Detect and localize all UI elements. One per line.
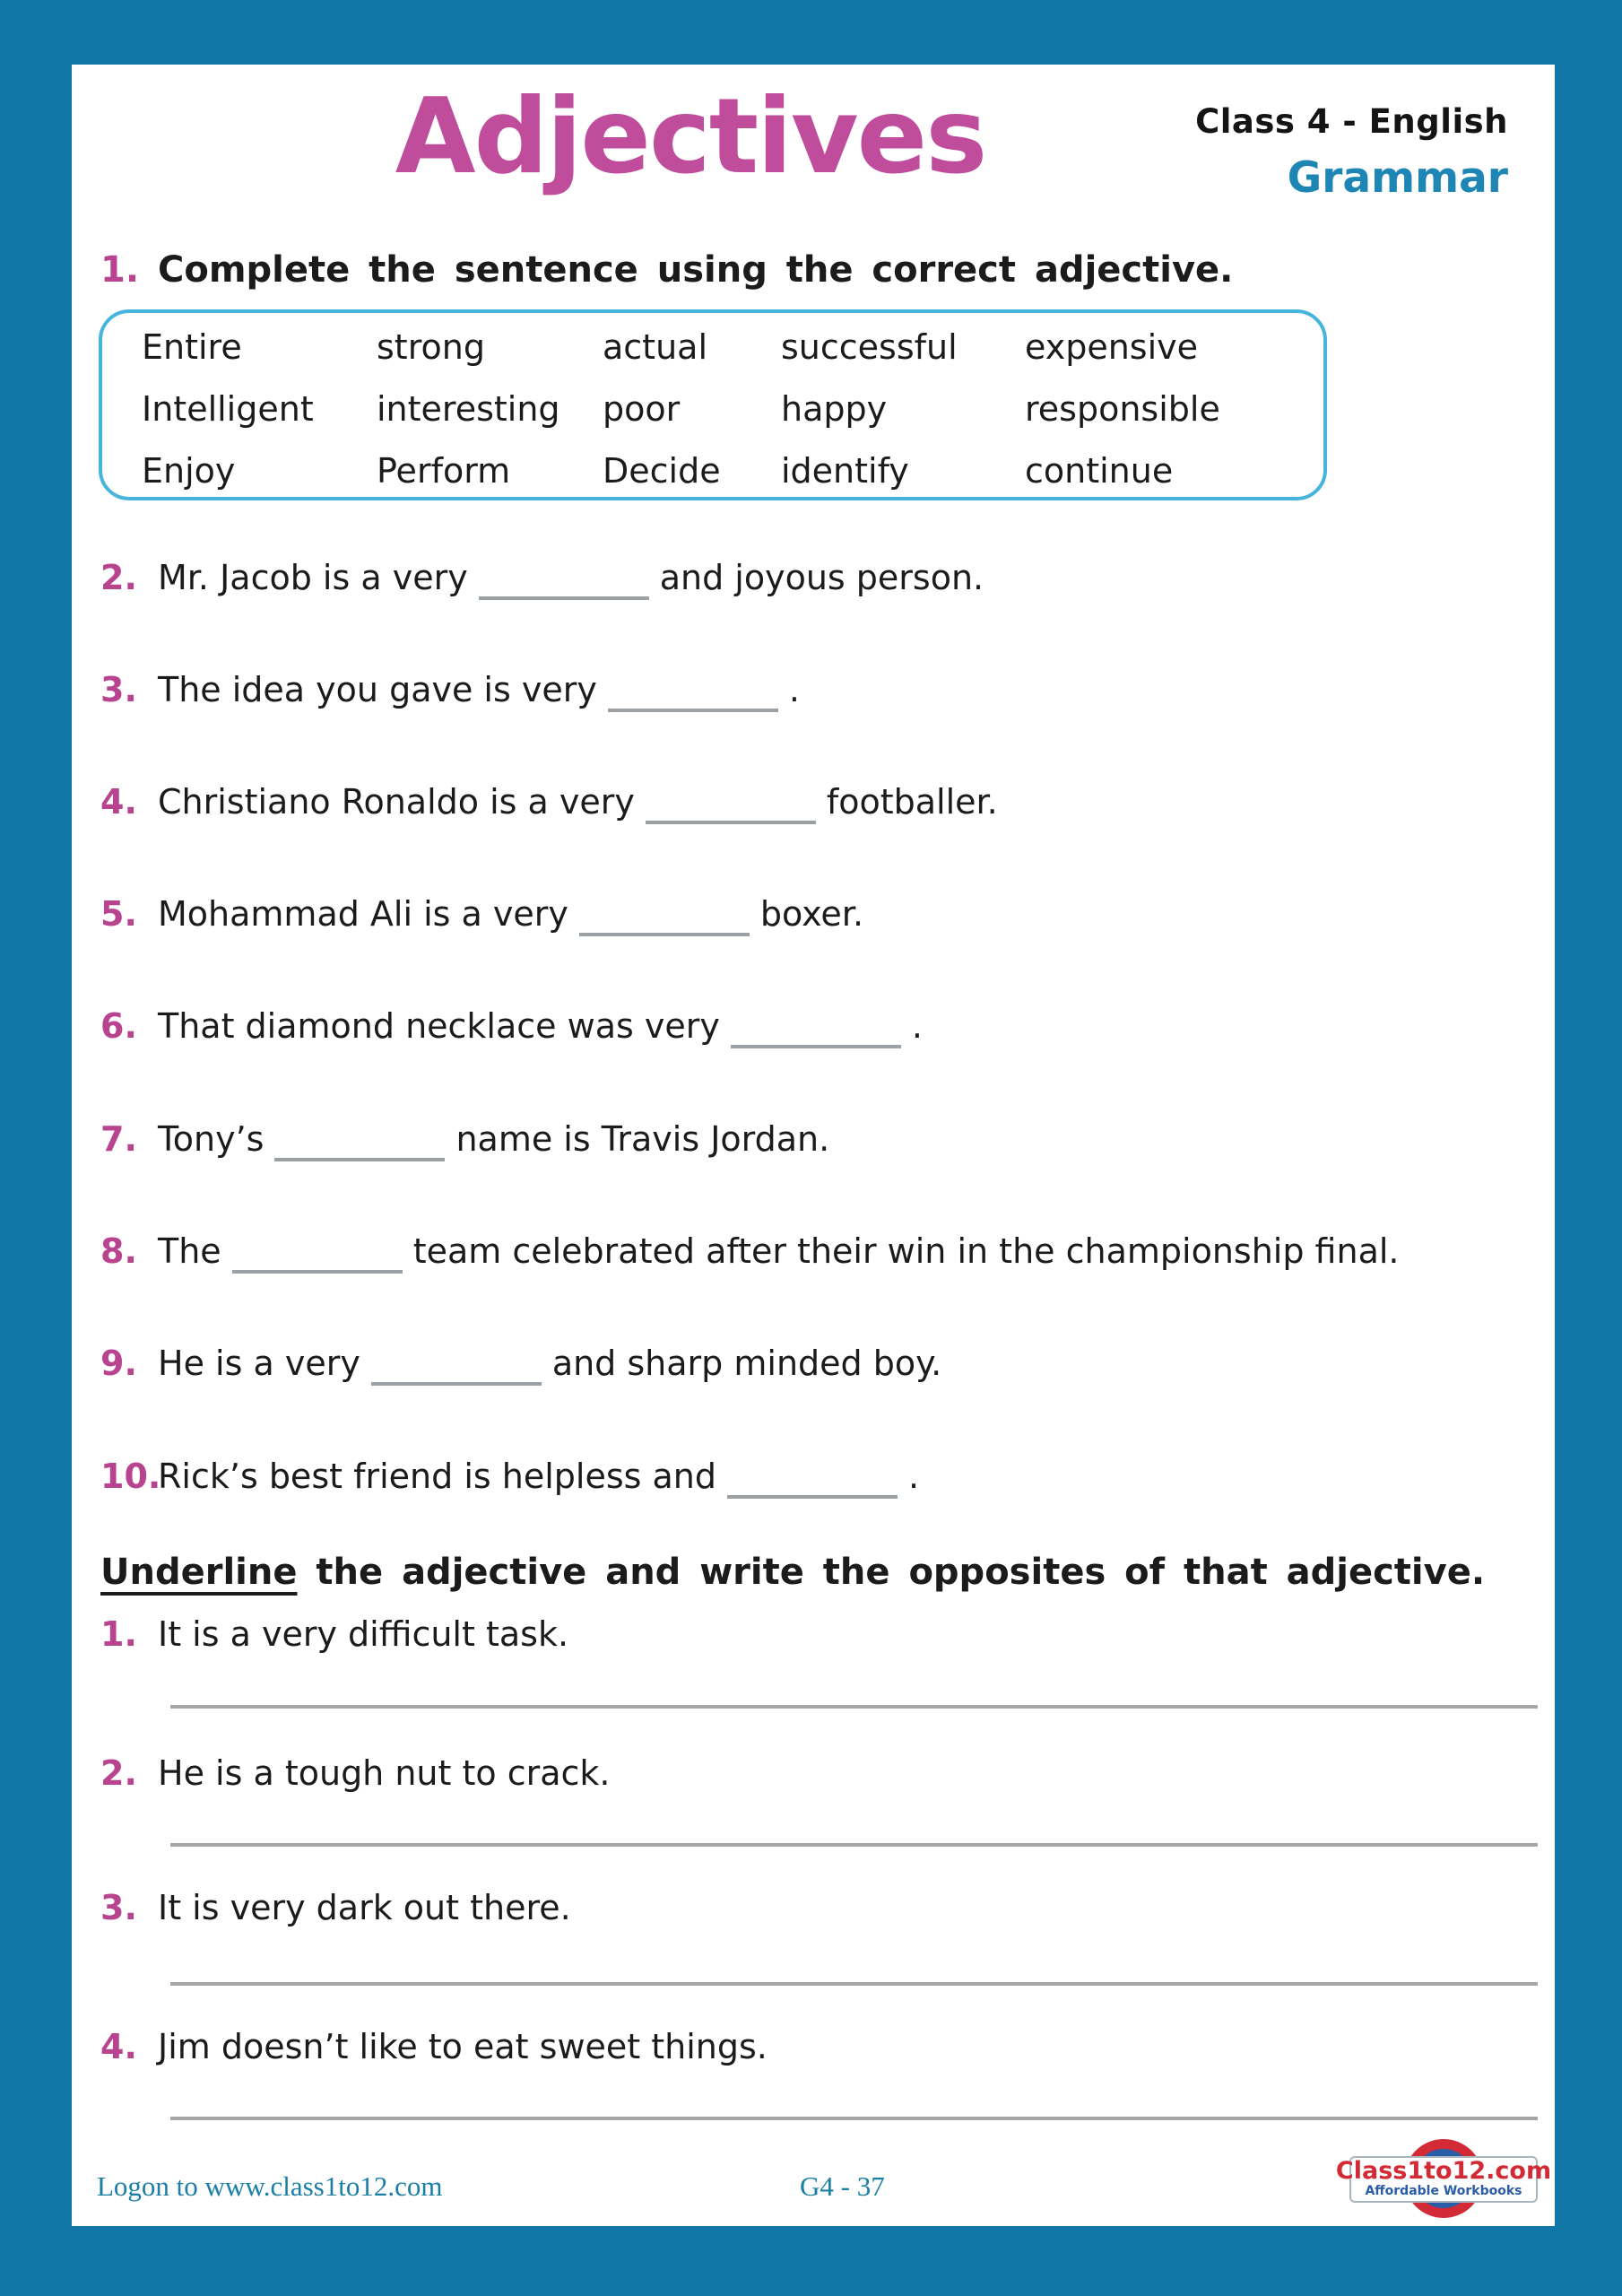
fill-blank: [579, 906, 750, 936]
item-text: He is a tough nut to crack.: [158, 1753, 611, 1793]
item-text: It is a very difficult task.: [158, 1614, 569, 1654]
sentence-number: 7.: [100, 1119, 137, 1159]
opposite-item: [100, 2027, 1542, 2066]
item-number: 4.: [100, 2027, 137, 2066]
section2-keyword: Underline: [100, 1552, 298, 1593]
word-bank-word: strong: [377, 326, 485, 367]
header-right: [1195, 102, 1508, 203]
word-bank-word: responsible: [1025, 388, 1220, 429]
sentence-row: [100, 668, 1542, 712]
sentence-row: [100, 556, 1542, 600]
sentence-number: 8.: [100, 1231, 137, 1271]
word-bank-word: Perform: [377, 450, 511, 491]
opposite-item: [100, 1614, 1542, 1654]
sentence-before: The idea you gave is very: [158, 670, 597, 709]
item-text: It is very dark out there.: [158, 1888, 571, 1927]
sentence-after: boxer.: [759, 894, 864, 934]
fill-blank: [274, 1131, 445, 1161]
word-bank: [99, 309, 1327, 500]
sentence-row: [100, 1118, 1542, 1161]
word-bank-word: happy: [781, 388, 888, 429]
sentence-row: [100, 780, 1542, 824]
sentence-after: team celebrated after their win in the championship final.: [412, 1231, 1400, 1271]
sentence-number: 9.: [100, 1344, 137, 1383]
fill-blank: [608, 682, 778, 712]
logo-label-box: [1335, 2156, 1552, 2203]
sentence-after: and joyous person.: [659, 558, 984, 597]
word-bank-word: successful: [781, 326, 958, 367]
sentence-number: 10.: [100, 1457, 161, 1496]
sentence-number: 3.: [100, 670, 137, 709]
section2-instruction-text: the adjective and write the opposites of that adjective.: [297, 1552, 1486, 1593]
sentence-number: 5.: [100, 894, 137, 934]
class1to12-logo: [1335, 2137, 1552, 2222]
logo-brand-text: Class1to12.com: [1335, 2157, 1552, 2186]
sentence-before: Christiano Ronaldo is a very: [158, 782, 635, 822]
class-label: Class 4 - English: [1195, 102, 1508, 141]
sentence-after: .: [911, 1006, 923, 1046]
fill-blank: [646, 794, 816, 824]
sentence-before: Mr. Jacob is a very: [158, 558, 468, 597]
worksheet-page: [72, 65, 1555, 2226]
sentence-before: Mohammad Ali is a very: [158, 894, 568, 934]
sentence-number: 2.: [100, 558, 137, 597]
answer-line: [170, 1843, 1538, 1847]
opposite-item: [100, 1753, 1542, 1793]
sentence-row: [100, 1342, 1542, 1386]
sentence-row: [100, 892, 1542, 936]
sentence-before: Tony’s: [158, 1119, 265, 1159]
item-text: Jim doesn’t like to eat sweet things.: [158, 2027, 768, 2066]
word-bank-word: interesting: [377, 388, 560, 429]
sentence-row: [100, 1004, 1542, 1048]
word-bank-word: expensive: [1025, 326, 1199, 367]
sentence-after: .: [788, 670, 800, 709]
section1-instruction: [100, 249, 1233, 291]
word-bank-word: Enjoy: [142, 450, 236, 491]
fill-blank: [727, 1468, 898, 1499]
word-bank-word: identify: [781, 450, 909, 491]
item-number: 1.: [100, 1614, 137, 1654]
page-title: Adjectives: [395, 76, 986, 197]
sentence-after: footballer.: [826, 782, 998, 822]
sentence-number: 4.: [100, 782, 137, 822]
sentence-before: The: [158, 1231, 221, 1271]
sentence-after: and sharp minded boy.: [551, 1344, 942, 1383]
sentence-before: Rick’s best friend is helpless and: [158, 1457, 716, 1496]
fill-blank: [232, 1243, 403, 1274]
footer-page-code: G4 - 37: [800, 2170, 885, 2202]
item-number: 2.: [100, 1753, 137, 1793]
word-bank-word: continue: [1025, 450, 1174, 491]
word-bank-word: Entire: [142, 326, 242, 367]
word-bank-word: Intelligent: [142, 388, 314, 429]
answer-line: [170, 1705, 1538, 1709]
opposite-item: [100, 1888, 1542, 1927]
sentence-row: [100, 1230, 1542, 1274]
sentence-after: .: [908, 1457, 920, 1496]
subject-label: Grammar: [1287, 153, 1508, 203]
sentence-number: 6.: [100, 1006, 137, 1046]
sentence-before: He is a very: [158, 1344, 360, 1383]
logo-tagline-text: Affordable Workbooks: [1365, 2184, 1522, 2199]
sentence-before: That diamond necklace was very: [158, 1006, 720, 1046]
item-number: 3.: [100, 1888, 137, 1927]
footer-logon-link[interactable]: Logon to www.class1to12.com: [97, 2170, 443, 2202]
word-bank-word: poor: [603, 388, 681, 429]
section1-number: 1.: [100, 249, 140, 291]
section1-instruction-text: Complete the sentence using the correct adjective.: [158, 249, 1234, 291]
section2-instruction: [100, 1552, 1485, 1593]
sentence-row: [100, 1455, 1542, 1499]
fill-blank: [371, 1355, 542, 1386]
fill-blank: [731, 1018, 901, 1048]
fill-blank: [479, 570, 649, 600]
word-bank-word: actual: [603, 326, 708, 367]
answer-line: [170, 2117, 1538, 2120]
word-bank-word: Decide: [603, 450, 721, 491]
sentence-after: name is Travis Jordan.: [455, 1119, 830, 1159]
answer-line: [170, 1982, 1538, 1986]
